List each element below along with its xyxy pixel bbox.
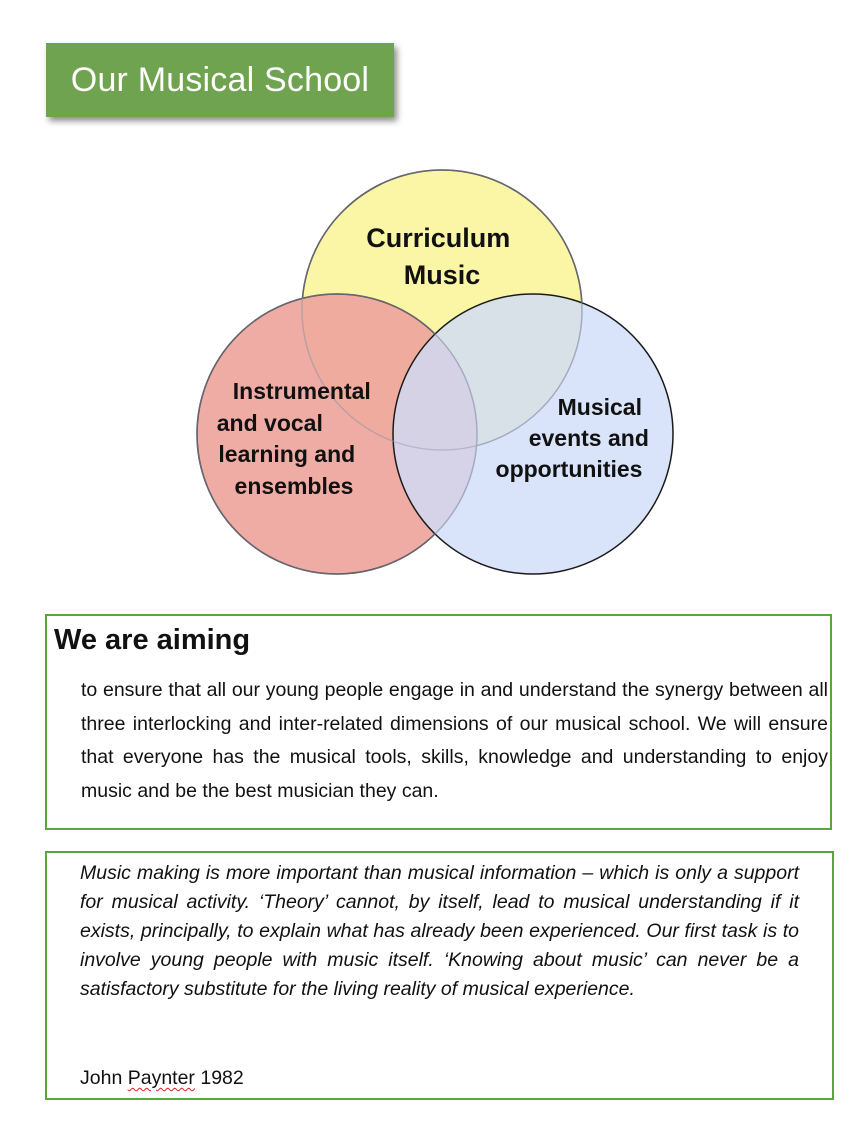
author-last-name: Paynter [127,1067,195,1089]
aim-body: to ensure that all our young people engage in and understand the synergy between all three interlocking and inter-related dimensions of our musical school. We will ensure that everyone has the musical tools, skills, knowledge and understanding to enjoy music and be the best musician they can. [81,679,828,802]
venn-label-curriculum-line1: Curriculum [366,223,511,253]
aim-box [45,614,832,830]
venn-label-instrumental-line2: and vocal [216,410,323,436]
quote-text: Music making is more important than musical information – which is only a support for musical activity. ‘Theory’ cannot, by itself, lead to musical understanding if it exists, principally, to explain what has already been experienced. Our first task is to involve young people with music itself. ‘Knowing about music’ can never be a satisfactory substitute for the living reality of musical experience. [80,862,799,1000]
author-first-name: John [80,1067,123,1089]
venn-label-instrumental-line1: Instrumental [232,378,371,404]
venn-label-events-line1: Musical [557,394,642,420]
venn-label-instrumental-line4: ensembles [234,473,354,499]
page-title: Our Musical School [70,60,370,99]
quote-year: 1982 [200,1067,244,1089]
aim-heading: We are aiming [54,624,251,656]
venn-label-instrumental-line3: learning and [218,441,356,467]
venn-label-curriculum-line2: Music [403,260,481,290]
venn-label-events-line3: opportunities [495,456,643,482]
venn-label-events-line2: events and [528,425,649,451]
quote-author [80,1067,244,1090]
quote-box [45,851,834,1100]
